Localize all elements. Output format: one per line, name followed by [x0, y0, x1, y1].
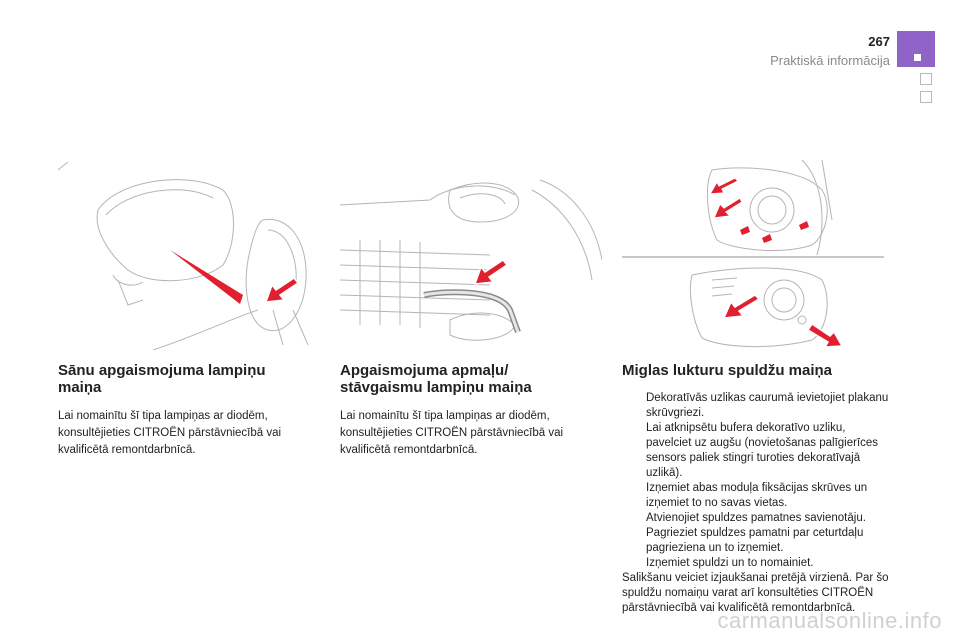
foglamp-illustration: [622, 160, 884, 350]
list-item: Atvienojiet spuldzes pamatnes savienotāju.: [646, 512, 866, 524]
section-title: Praktiskā informācija: [770, 53, 890, 68]
section-tab-marker: [897, 31, 935, 67]
watermark: carmanualsonline.info: [717, 608, 942, 633]
column-position-lamps: [340, 362, 590, 459]
bumper-illustration: [340, 160, 602, 350]
chapter-box-2: [920, 91, 932, 103]
column-body: Lai nomainītu šī tipa lampiņas ar diodēm, konsultējieties CITROËN pārstāvniecībā vai kvalificētā remontdarbnīcā.: [58, 410, 282, 456]
column-fog-lamps: [622, 362, 892, 616]
closing-note: Salikšanu veiciet izjaukšanai pretējā virzienā. Par šo spuldžu nomaiņu varat arī konsultēties CITROËN pārstāvniecībā vai kvalificētā remontdarbnīcā.: [622, 572, 889, 614]
column-title: Miglas lukturu spuldžu maiņa: [622, 362, 833, 379]
page-number: 267: [868, 34, 890, 49]
chapter-box-1: [920, 73, 932, 85]
mirror-illustration: [58, 160, 320, 350]
steps-list: [622, 391, 892, 571]
list-item: Lai atknipsētu bufera dekoratīvo uzliku, pavelciet uz augšu (novietošanas palīgierīces sensors paliek stingri turoties dekoratīvajā uzlikā).: [646, 422, 879, 479]
column-title: Sānu apgaismojuma lampiņu maiņa: [58, 362, 266, 396]
list-item: Izņemiet abas moduļa fiksācijas skrūves un izņemiet to no savas vietas.: [646, 482, 868, 509]
list-item: Izņemiet spuldzi un to nomainiet.: [646, 557, 814, 569]
list-item: Dekoratīvās uzlikas caurumā ievietojiet plakanu skrūvgriezi.: [646, 392, 889, 419]
column-title: Apgaismojuma apmaļu/ stāvgaismu lampiņu maiņa: [340, 362, 532, 396]
column-body: Lai nomainītu šī tipa lampiņas ar diodēm, konsultējieties CITROËN pārstāvniecībā vai kvalificētā remontdarbnīcā.: [340, 410, 564, 456]
list-item: Pagrieziet spuldzes pamatni par ceturtdaļu pagrieziena un to izņemiet.: [646, 527, 864, 554]
column-side-lamps: [58, 362, 308, 459]
